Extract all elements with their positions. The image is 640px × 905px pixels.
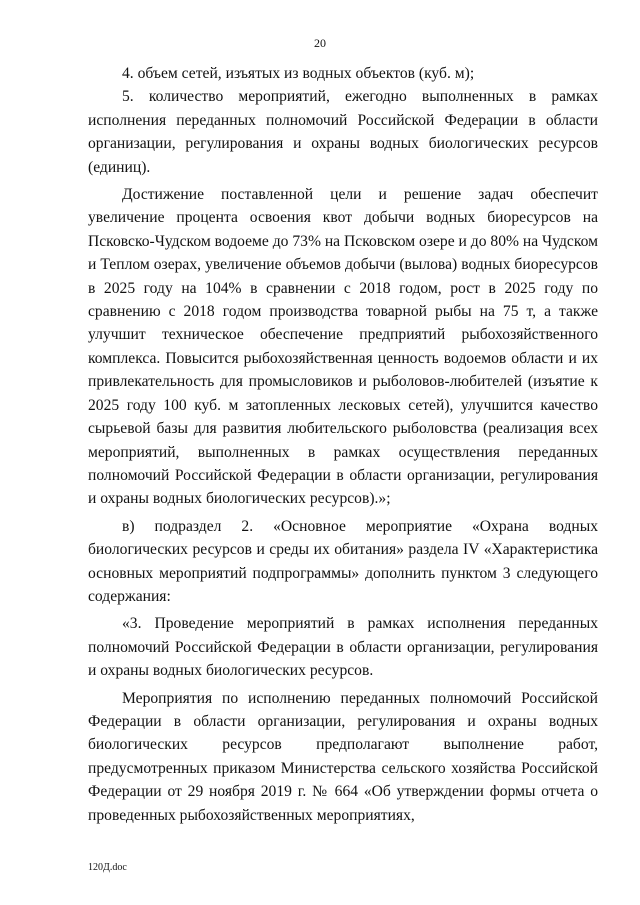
paragraph-subsection-2: в) подраздел 2. «Основное мероприятие «Охрана водных биологических ресурсов и среды их обитания» раздела IV «Характеристика основных мероприятий подпрограммы» дополнить пунктом 3 следующего содержания:: [88, 517, 598, 605]
page-number: 20: [314, 36, 326, 50]
paragraph-item-5: 5. количество мероприятий, ежегодно выполненных в рамках исполнения переданных полномочий Российской Федерации в области организации, регулирования и охраны водных биологических ресурсов (единиц).: [88, 88, 598, 176]
paragraph-item-3: «3. Проведение мероприятий в рамках исполнения переданных полномочий Российской Федерации в области организации, регулирования и охраны водных биологических ресурсов.: [88, 615, 598, 680]
paragraph-goal-achievement: Достижение поставленной цели и решение задач обеспечит увеличение процента освоения квот добычи водных биоресурсов на Псковско-Чудском водоеме до 73% на Псковском озере и до 80% на Чудском и Теплом озерах, увеличение объемов добычи (вылова) водных биоресурсов в 2025 году на 104% в сравнении с 2018 годом, рост в 2025 году по сравнению с 2018 годом производства товарной рыбы на 75 т, а также улучшит техническое обеспечение предприятий рыбохозяйственного комплекса. Повысится рыбохозяйственная ценность водоемов области и их привлекательность для промысловиков и рыболовов-любителей (изъятие к 2025 году 100 куб. м затопленных лесковых сетей), улучшится качество сырьевой базы для развития любительского рыболовства (реализация всех мероприятий, выполненных в рамках осуществления переданных полномочий Российской Федерации в области организации, регулирования и охраны водных биологических ресурсов).»;: [88, 186, 598, 508]
document-body: [88, 62, 598, 827]
paragraph-measures: Мероприятия по исполнению переданных полномочий Российской Федерации в области организации, регулирования и охраны водных биологических ресурсов предполагают выполнение работ, предусмотренных приказом Министерства сельского хозяйства Российской Федерации от 29 ноября 2019 г. № 664 «Об утверждении формы отчета о проведенных рыбохозяйственных мероприятиях,: [88, 689, 598, 824]
paragraph-item-4: 4. объем сетей, изъятых из водных объектов (куб. м);: [122, 65, 475, 82]
file-name-footer: 120Д.doc: [88, 862, 127, 873]
